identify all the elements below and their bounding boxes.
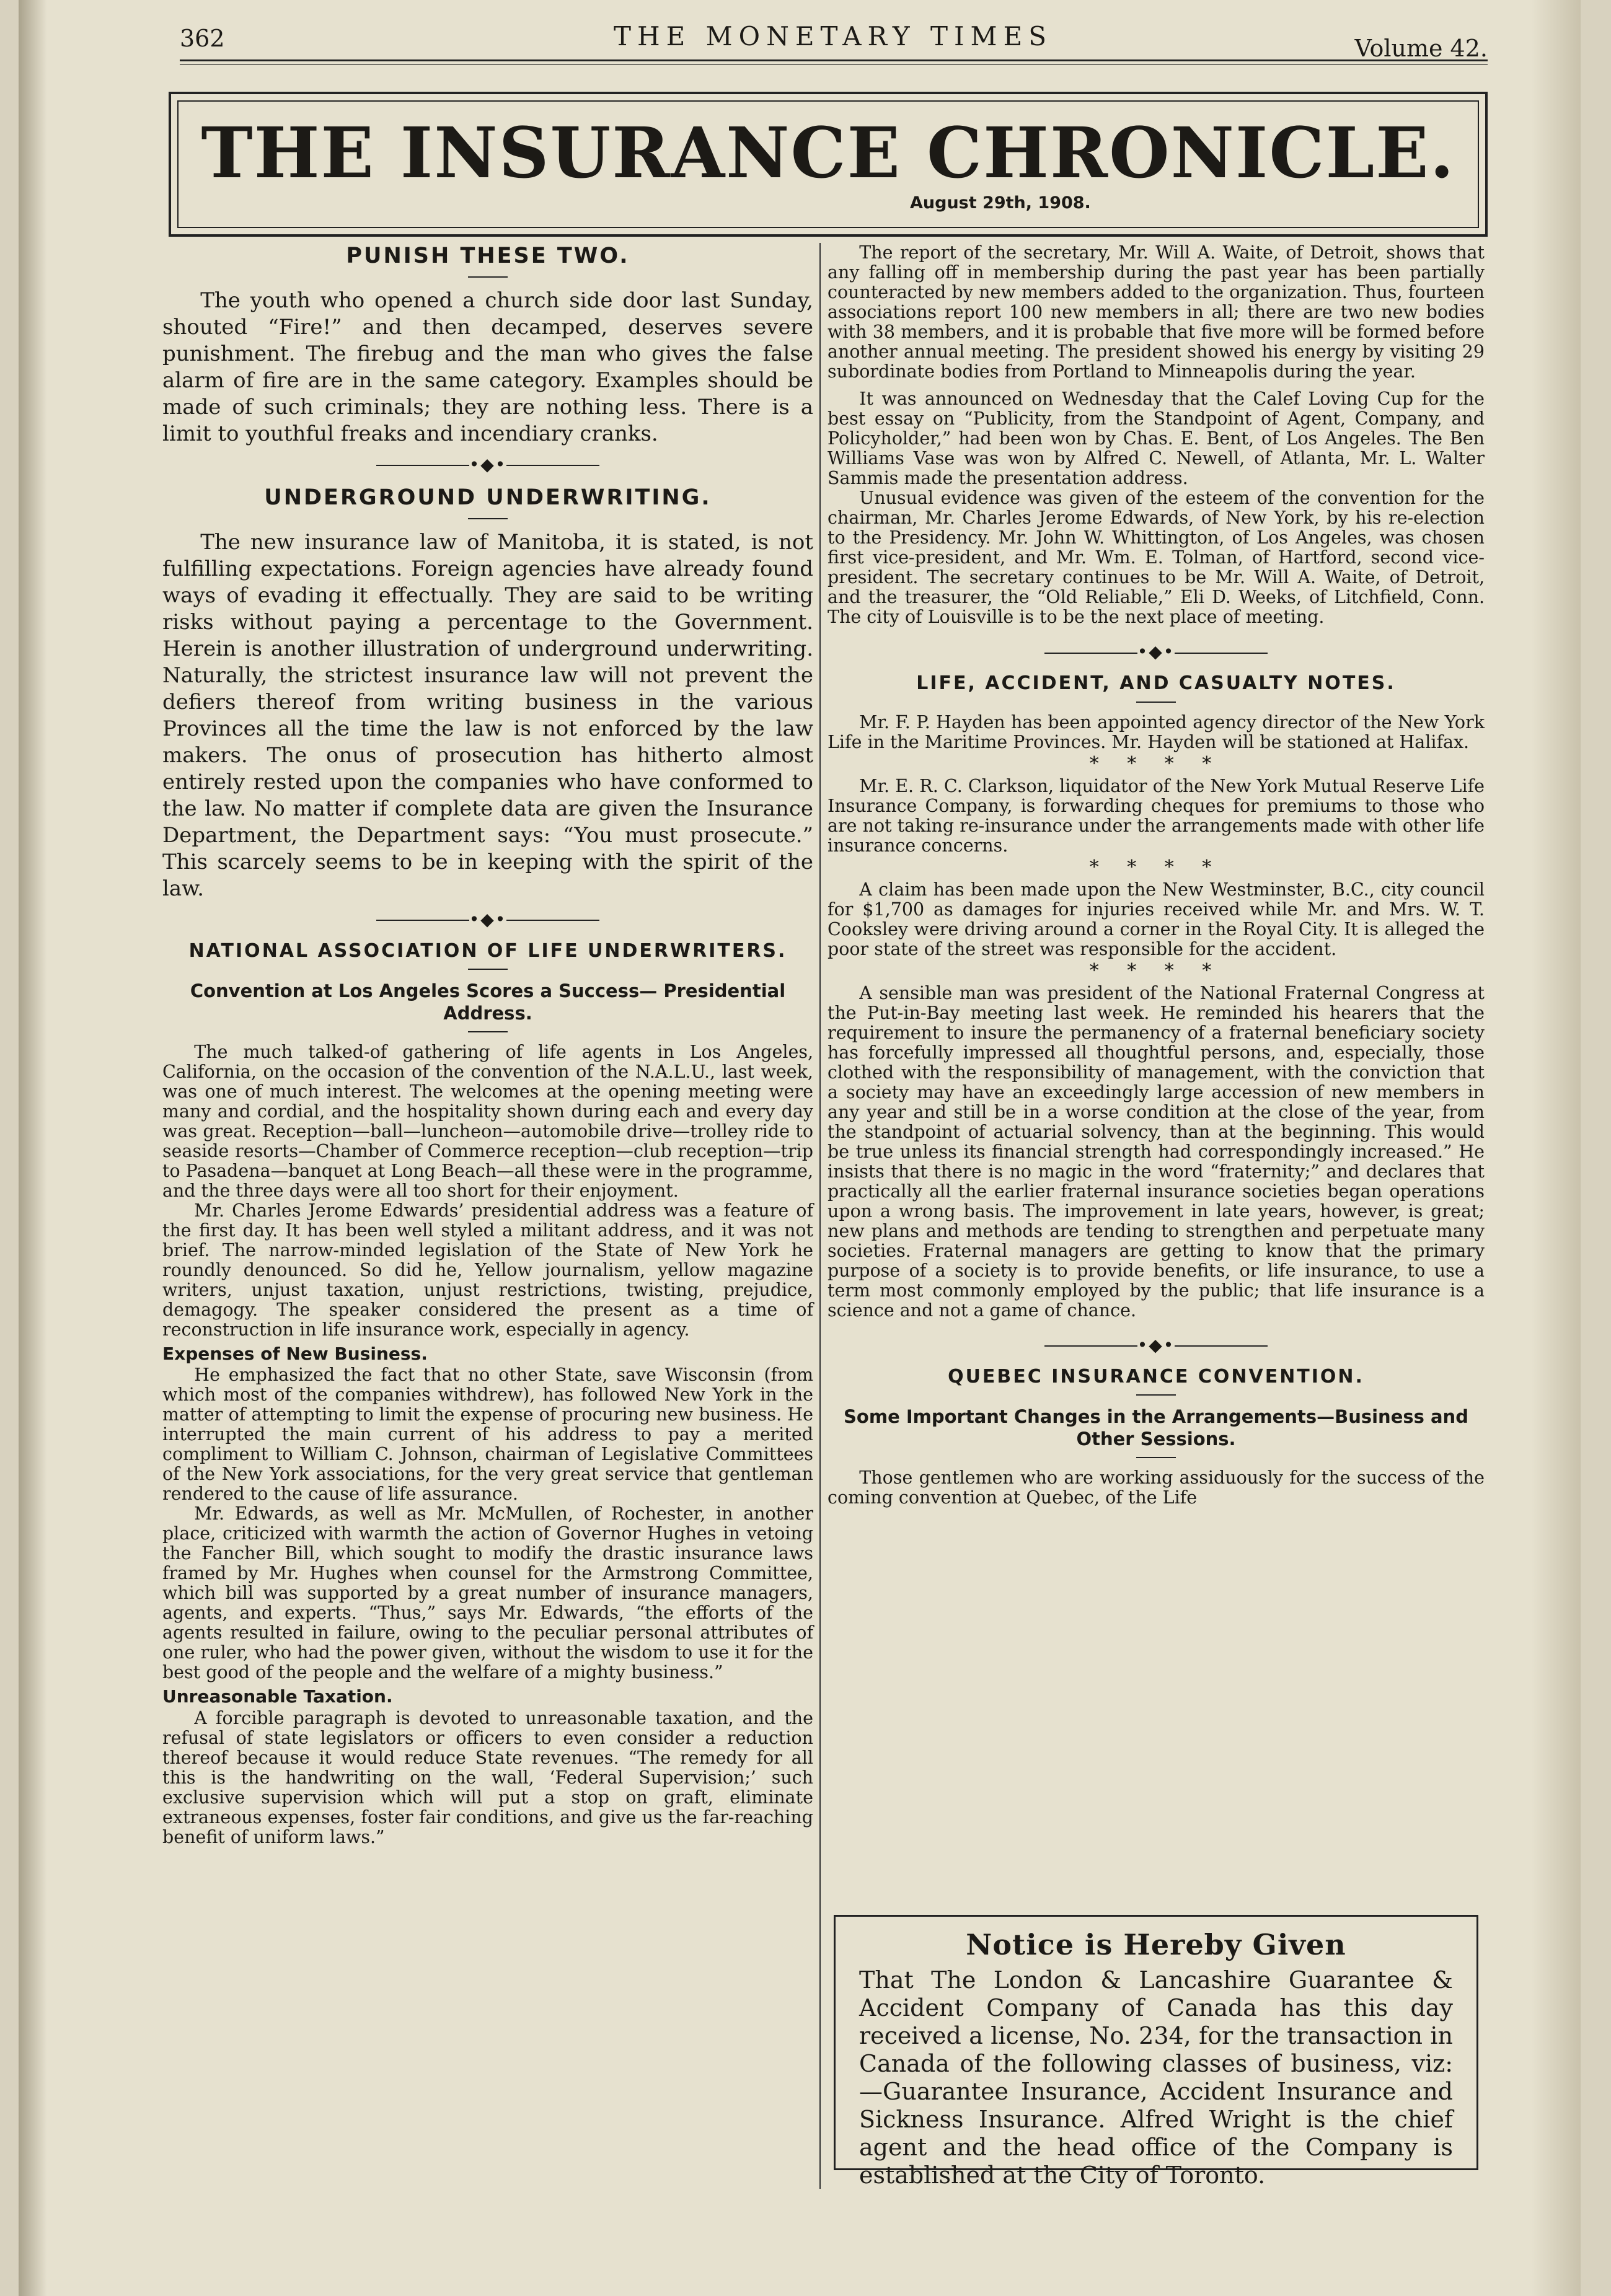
page-number: 362 [180, 25, 225, 52]
section-ornament: •◆• [828, 643, 1485, 661]
article-nalu [162, 939, 813, 1847]
short-rule [1136, 1394, 1176, 1396]
article-underground [162, 485, 813, 902]
header-rule [180, 59, 1488, 61]
masthead-title: THE INSURANCE CHRONICLE. [201, 113, 1455, 194]
section-subheading: Unreasonable Taxation. [162, 1686, 393, 1707]
article-paragraph: Mr. Edwards, as well as Mr. McMullen, of Rochester, in another place, criticized with warmth the action of Governor Hughes in vetoing the Fancher Bill, which sought to modify the drastic insurance laws framed by Mr. Hughes when counsel for the Armstrong Committee, which bill was supported by a great number of insurance managers, agents, and experts. “Thus,” says Mr. Edwards, “the efforts of the agents resulted in failure, owing to the peculiar personal attributes of one ruler, who had the power given, without the wisdom to use it for the best good of the people and the welfare of a mighty business.” [162, 1503, 813, 1683]
article-notes [828, 672, 1485, 1321]
article-punish [162, 243, 813, 447]
short-rule [1136, 702, 1176, 703]
article-paragraph: The new insurance law of Manitoba, it is stated, is not fulfilling expectations. Foreign agencies have already found ways of evading it effectually. They are said to be writing risks without paying a percentage to the Government. Herein is another illustration of underground underwriting. Naturally, the strictest insurance law will not prevent the defiers thereof from writing business in the various Provinces all the time the law is not enforced by the law makers. The onus of prosecution has hitherto almost entirely rested upon the companies who have conformed to the law. No matter if complete data are given the Insurance Department, the Department says: “You must prosecute.” This scarcely seems to be in keeping with the spirit of the law. [162, 529, 813, 901]
article-paragraph: Unusual evidence was given of the esteem of the convention for the chairman, Mr. Charles Jerome Edwards, of New York, by his re-election to the Presidency. Mr. John W. Whittington, of Los Angeles, was chosen first vice-president, and Mr. Wm. E. Tolman, of Hartford, second vice-president. The secretary continues to be Mr. Will A. Waite, of Detroit, and the treasurer, the “Old Reliable,” Eli D. Weeks, of Litchfield, Conn. The city of Louisville is to be the next place of meeting. [828, 488, 1485, 627]
article-paragraph: The report of the secretary, Mr. Will A. Waite, of Detroit, shows that any falling off in membership during the past year has been partially counteracted by new members added to the organization. Thus, fourteen associations report 100 new members in all; there are two new bodies with 38 members, and it is probable that five more will be formed before another annual meeting. The president showed his energy by visiting 29 subordinate bodies from Portland to Minneapolis during the year. [828, 242, 1485, 382]
note-separator: * * * * [1089, 856, 1223, 878]
running-header [180, 19, 1488, 62]
section-subheading: Expenses of New Business. [162, 1343, 428, 1364]
article-subheading: Some Important Changes in the Arrangements—Business and Other Sessions. [844, 1406, 1468, 1450]
short-rule [468, 276, 508, 278]
binding-shadow [19, 0, 47, 2296]
article-heading: LIFE, ACCIDENT, AND CASUALTY NOTES. [916, 672, 1396, 694]
article-paragraph: Mr. Charles Jerome Edwards’ presidential address was a feature of the first day. It has been well styled a militant address, and it was not brief. The narrow-minded legislation of the State of New York he roundly denounced. So did he, Yellow journalism, yellow magazine writers, unjust taxation, unjust restrictions, twisting, prejudice, demagogy. The speaker considered the present as a time of reconstruction in life insurance work, especially in agency. [162, 1200, 813, 1340]
article-paragraph: It was announced on Wednesday that the Calef Loving Cup for the best essay on “Publicity, from the Standpoint of Agent, Company, and Policyholder,” had been won by Chas. E. Bent, of Los Angeles. The Ben Williams Vase was won by Alfred C. Newell, of Atlanta, Mr. L. Walter Sammis made the presentation address. [828, 389, 1485, 488]
article-paragraph: The much talked-of gathering of life agents in Los Angeles, California, on the occasion of the convention of the N.A.L.U., last week, was one of much interest. The welcomes at the opening meeting were many and cordial, and the hospitality shown during each and every day was great. Reception—ball—luncheon—automobile drive—trolley ride to seaside resorts—Chamber of Commerce reception—club reception—trip to Pasadena—banquet at Long Beach—all these were in the programme, and the three days were all too short for their enjoyment. [162, 1041, 814, 1201]
page-edge-shadow [1531, 0, 1581, 2296]
article-paragraph: Those gentlemen who are working assiduously for the success of the coming convention at Quebec, of the Life [828, 1467, 1485, 1508]
masthead-inner-border [177, 100, 1479, 228]
masthead-date: August 29th, 1908. [910, 193, 1091, 213]
article-quebec [828, 1365, 1485, 1508]
section-ornament: •◆• [828, 1337, 1485, 1354]
journal-title: THE MONETARY TIMES [614, 21, 1053, 51]
right-column [828, 243, 1485, 1508]
notice-body: That The London & Lancashire Guarantee & Accident Company of Canada has this day received a license, No. 234, for the transaction in Canada of the following classes of business, viz:—Guarantee Insurance, Accident Insurance and Sickness Insurance. Alfred Wright is the chief agent and the head office of the Company is established at the City of Toronto. [859, 1966, 1453, 2189]
article-paragraph: A forcible paragraph is devoted to unreasonable taxation, and the refusal of state legislators or officers to even consider a reduction thereof because it would reduce State revenues. “The remedy for all this is the handwriting on the wall, ‘Federal Supervision;’ such exclusive supervision which will put a stop on graft, eliminate extraneous expenses, foster fair conditions, and give us the far-reaching benefit of uniform laws.” [162, 1707, 813, 1847]
article-heading: UNDERGROUND UNDERWRITING. [264, 485, 712, 510]
article-heading: NATIONAL ASSOCIATION OF LIFE UNDERWRITERS. [188, 939, 787, 962]
section-ornament: •◆• [162, 456, 813, 473]
notice-title: Notice is Hereby Given [966, 1928, 1346, 1961]
left-column [162, 243, 813, 1847]
short-rule [468, 969, 508, 970]
article-paragraph: The youth who opened a church side door last Sunday, shouted “Fire!” and then decamped, deserves severe punishment. The firebug and the man who gives the false alarm of fire are in the same category. Examples should be made of such criminals; they are nothing less. There is a limit to youthful freaks and incendiary cranks. [162, 288, 813, 446]
article-paragraph: He emphasized the fact that no other State, save Wisconsin (from which most of the companies withdrew), has followed New York in the matter of attempting to limit the expense of procuring new business. He interrupted the main current of his address to pay a merited compliment to William C. Johnson, chairman of Legislative Committees of the New York associations, for the very great service that gentleman rendered to the cause of life assurance. [162, 1365, 813, 1505]
short-rule [468, 518, 508, 519]
note-separator: * * * * [1089, 959, 1223, 982]
volume-label: Volume 42. [1354, 35, 1488, 62]
article-heading: PUNISH THESE TWO. [346, 244, 630, 268]
note-paragraph: Mr. F. P. Hayden has been appointed agency director of the New York Life in the Maritime Provinces. Mr. Hayden will be stationed at Halifax. [828, 711, 1485, 752]
header-rule-thin [180, 64, 1488, 65]
notice-advertisement [834, 1915, 1478, 2189]
article-heading: QUEBEC INSURANCE CONVENTION. [948, 1365, 1364, 1388]
note-paragraph: A claim has been made upon the New Westminster, B.C., city council for $1,700 as damages for injuries received while Mr. and Mrs. W. T. Cooksley were driving around a corner in the Royal City. It is alleged the poor state of the street was responsible for the accident. [828, 879, 1485, 959]
note-separator: * * * * [1089, 752, 1223, 775]
column-divider [819, 243, 821, 2189]
note-paragraph: Mr. E. R. C. Clarkson, liquidator of the New York Mutual Reserve Life Insurance Company, is forwarding cheques for premiums to those who are not taking re-insurance under the arrangements made with other life insurance concerns. [828, 775, 1485, 856]
article-subheading: Convention at Los Angeles Scores a Success— Presidential Address. [190, 980, 786, 1024]
note-paragraph: A sensible man was president of the National Fraternal Congress at the Put-in-Bay meeting last week. He reminded his hearers that the requirement to insure the permanency of a fraternal beneficiary society has forcefully impressed all thoughtful persons, and, especially, those clothed with the responsibility of management, with the conviction that a society may have an exceedingly large accession of new members in any year and still be in a worse condition at the close of the year, from the standpoint of actuarial solvency, than at the beginning. This would be true unless its financial strength had correspondingly increased.” He insists that there is no magic in the word “fraternity;” and declares that practically all the earlier fraternal insurance societies began operations upon a wrong basis. The improvement in late years, however, is great; new plans and methods are tending to strengthen and perpetuate many societies. Fraternal managers are getting to know that the primary purpose of a society is to provide benefits, or life insurance, to use a term most commonly employed by the public; that life insurance is a science and not a game of chance. [828, 982, 1485, 1321]
short-rule [1136, 1457, 1176, 1458]
masthead-box [169, 92, 1488, 237]
section-ornament: •◆• [162, 911, 813, 928]
article-nalu-continued [828, 243, 1485, 627]
short-rule [468, 1031, 508, 1032]
